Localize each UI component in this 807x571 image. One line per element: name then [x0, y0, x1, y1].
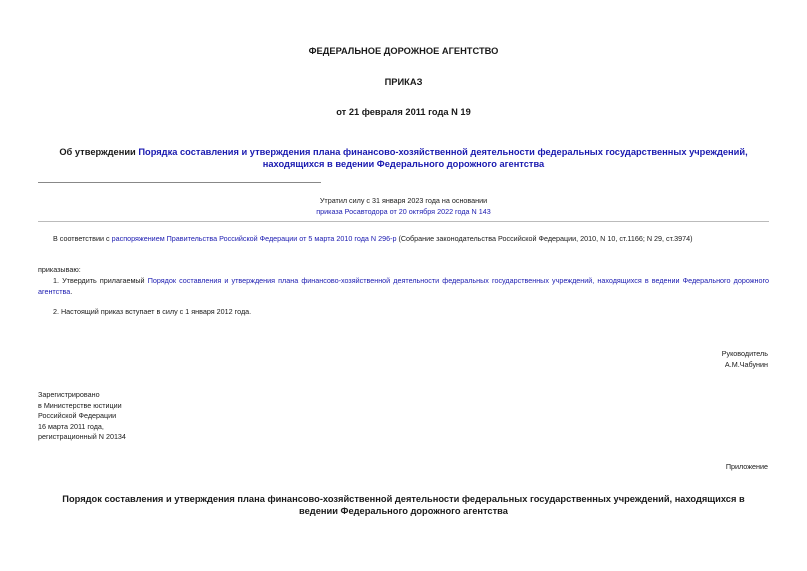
order-item-1-suffix: .: [70, 286, 73, 296]
date-number-heading: от 21 февраля 2011 года N 19: [336, 107, 471, 117]
preamble-prefix: В соответствии с: [53, 234, 112, 243]
order-item-1: [38, 276, 769, 297]
registration-line: Российской Федерации: [38, 411, 117, 420]
registration-block: [38, 390, 126, 443]
appendix-label: Приложение: [725, 462, 768, 471]
signature-block: [722, 349, 768, 370]
document-title-prefix: Об утверждении: [59, 147, 139, 157]
status-line: Утратил силу с 31 января 2023 года на основании: [319, 196, 488, 205]
order-word: приказываю:: [38, 265, 81, 274]
doc-type-heading: ПРИКАЗ: [384, 77, 423, 87]
registration-line: в Министерстве юстиции: [38, 400, 122, 410]
status-divider: [38, 221, 769, 222]
registration-line: регистрационный N 20134: [38, 432, 126, 441]
preamble-link[interactable]: распоряжением Правительства Российской Федерации от 5 марта 2010 года N 296-р: [111, 234, 397, 243]
appendix-title: Порядок составления и утверждения плана финансово-хозяйственной деятельности федеральных государственных учреждений, находящихся в ведении Федерального дорожного агентства: [62, 494, 745, 516]
registration-line: Зарегистрировано: [38, 390, 100, 399]
agency-heading: ФЕДЕРАЛЬНОЕ ДОРОЖНОЕ АГЕНТСТВО: [308, 46, 499, 56]
order-item-2: 2. Настоящий приказ вступает в силу с 1 января 2012 года.: [53, 307, 252, 316]
status-note: [0, 196, 807, 217]
status-link[interactable]: приказа Росавтодора от 20 октября 2022 года N 143: [316, 206, 491, 216]
preamble-suffix: (Собрание законодательства Российской Федерации, 2010, N 10, ст.1166; N 29, ст.3974): [396, 234, 693, 243]
document-title-link[interactable]: Порядка составления и утверждения плана финансово-хозяйственной деятельности федеральных государственных учреждений, находящихся в ведении Федерального дорожного агентства: [138, 147, 748, 169]
signature-name: А.М.Чабунин: [724, 359, 768, 369]
document-title: [36, 146, 771, 170]
preamble-paragraph: [53, 234, 769, 245]
signature-position: Руководитель: [721, 349, 768, 358]
title-divider: [38, 182, 321, 183]
order-item-1-link[interactable]: Порядок составления и утверждения плана финансово-хозяйственной деятельности федеральных государственных учреждений, находящихся в ведении Федерального дорожного агентства: [38, 276, 769, 296]
registration-line: 16 марта 2011 года,: [38, 421, 104, 431]
order-item-1-prefix: 1. Утвердить прилагаемый: [53, 276, 148, 285]
